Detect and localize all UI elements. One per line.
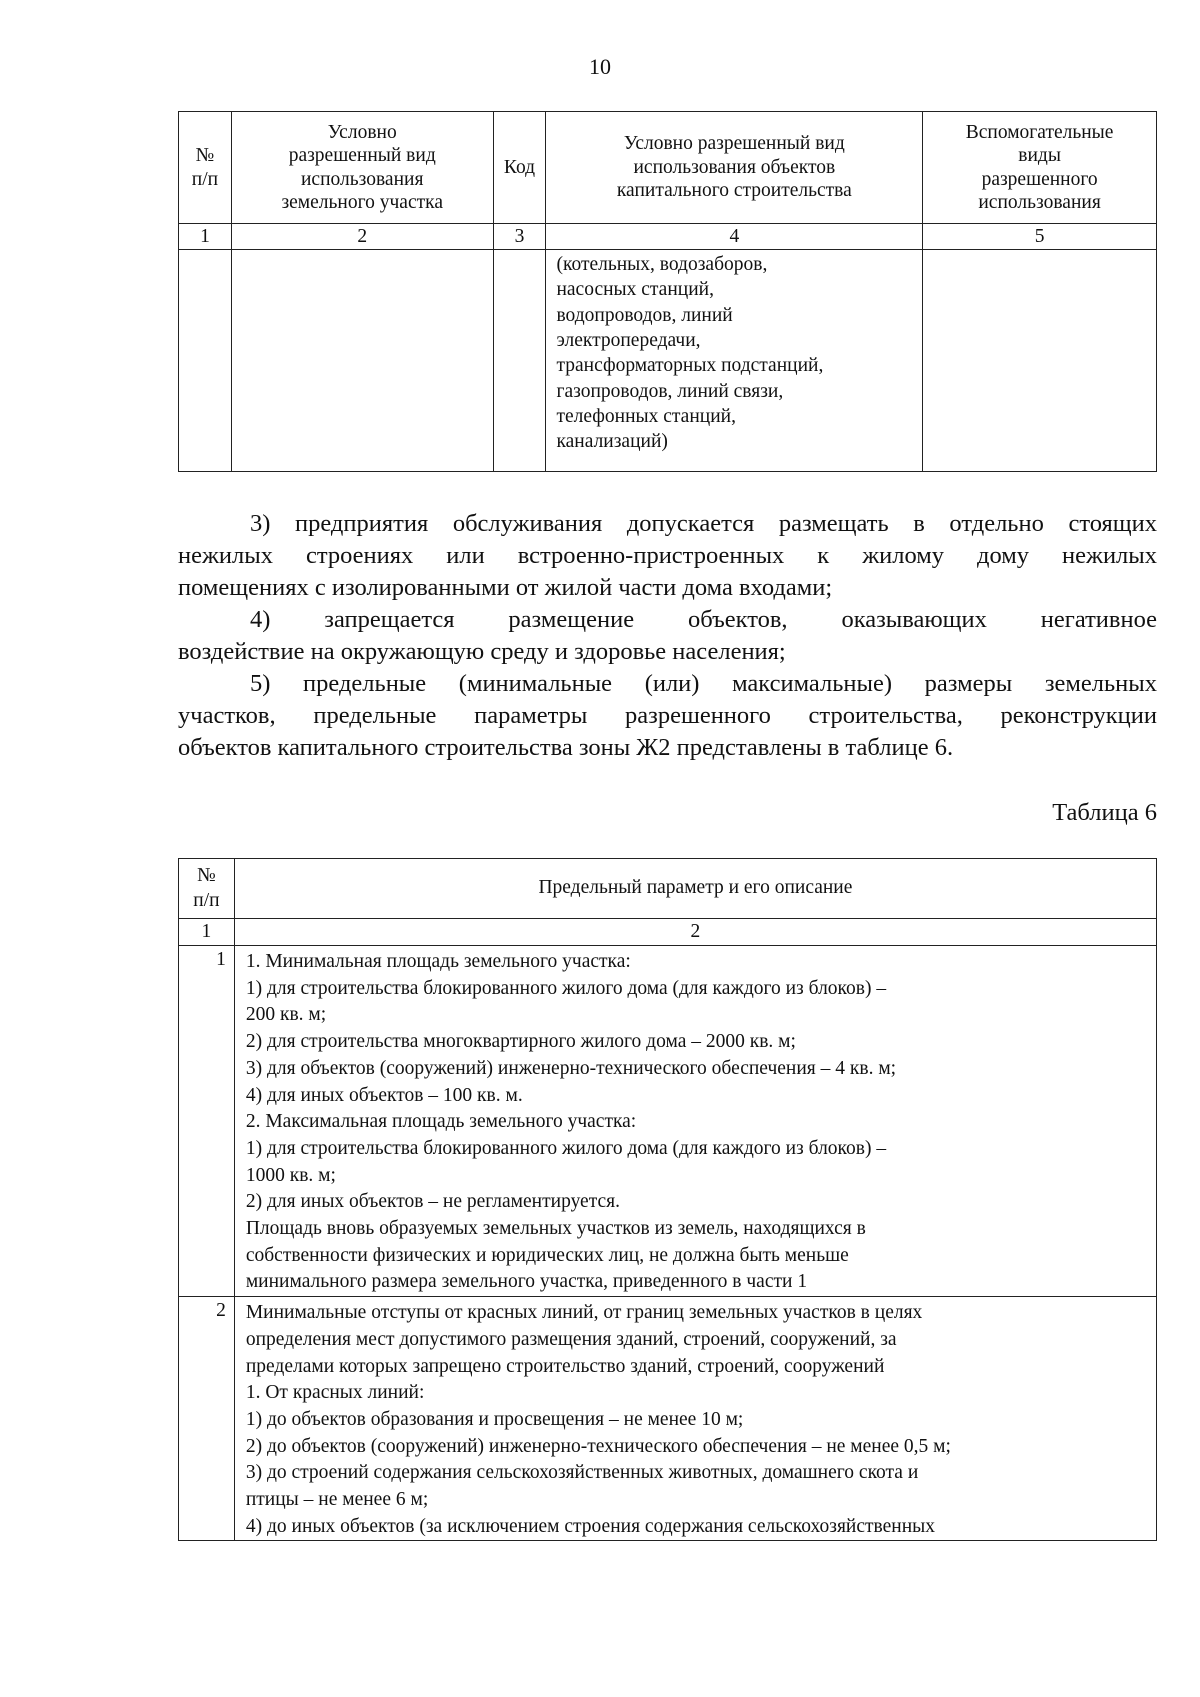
limit-parameters-table xyxy=(178,858,1157,1541)
table1-index-row xyxy=(179,224,1157,250)
table6-header-parameter: Предельный параметр и его описание xyxy=(234,859,1156,919)
table6-index-cell: 2 xyxy=(234,919,1156,946)
table1-header-row xyxy=(179,112,1157,224)
table1-header-number: № п/п xyxy=(179,112,232,224)
table1-header-code: Код xyxy=(493,112,546,224)
table1-index-cell: 4 xyxy=(546,224,923,250)
table1-cell-code xyxy=(493,250,546,472)
table1-header-auxiliary-use: Вспомогательные виды разрешенного использования xyxy=(923,112,1157,224)
permitted-use-table xyxy=(178,111,1157,472)
table1-header-land-use: Условно разрешенный вид использования земельного участка xyxy=(231,112,493,224)
table-row xyxy=(179,946,1157,1297)
paragraph-4: 4) запрещается размещение объектов, оказывающих негативное воздействие на окружающую среду и здоровье населения; xyxy=(178,606,1157,665)
paragraph-5: 5) предельные (минимальные (или) максимальные) размеры земельных участков, предельные параметры разрешенного строительства, реконструкции объектов капитального строительства зоны Ж2 представлены в таблице 6. xyxy=(178,670,1157,761)
table6-header-row xyxy=(179,859,1157,919)
table6-row-description: 1. Минимальная площадь земельного участка: 1) для строительства блокированного жилого дома (для каждого из блоков) – 200 кв. м; 2) для строительства многоквартирного жилого дома – 2000 кв. м; 3) для объектов (сооружений) инженерно-технического обеспечения – 4 кв. м; 4) для иных объектов – 100 кв. м. 2. Максимальная площадь земельного участка: 1) для строительства блокированного жилого дома (для каждого из блоков) – 1000 кв. м; 2) для иных объектов – не регламентируется. Площадь вновь образуемых земельных участков из земель, находящихся в собственности физических и юридических лиц, не должна быть меньше минимального размера земельного участка, приведенного в части 1 xyxy=(234,946,1156,1297)
table1-index-cell: 3 xyxy=(493,224,546,250)
table1-cell-land-use xyxy=(231,250,493,472)
page-number: 10 xyxy=(589,54,611,79)
table6-row-number: 1 xyxy=(179,946,235,1297)
table1-cell-object-use: (котельных, водозаборов, насосных станций, водопроводов, линий электропередачи, трансформаторных подстанций, газопроводов, линий связи, телефонных станций, канализаций) xyxy=(546,250,923,472)
paragraph-3: 3) предприятия обслуживания допускается размещать в отдельно стоящих нежилых строениях или встроенно-пристроенных к жилому дому нежилых помещениях с изолированными от жилой части дома входами; xyxy=(178,510,1157,601)
table1-row xyxy=(179,250,1157,472)
table6-row-description: Минимальные отступы от красных линий, от границ земельных участков в целях определения мест допустимого размещения зданий, строений, сооружений, за пределами которых запрещено строительство зданий, строений, сооружений 1. От красных линий: 1) до объектов образования и просвещения – не менее 10 м; 2) до объектов (сооружений) инженерно-технического обеспечения – не менее 0,5 м; 3) до строений содержания сельскохозяйственных животных, домашнего скота и птицы – не менее 6 м; 4) до иных объектов (за исключением строения содержания сельскохозяйственных xyxy=(234,1297,1156,1541)
table6-row-number: 2 xyxy=(179,1297,235,1541)
table6-header-number: № п/п xyxy=(179,859,235,919)
table6-index-cell: 1 xyxy=(179,919,235,946)
table1-cell-number xyxy=(179,250,232,472)
table1-header-object-use: Условно разрешенный вид использования объектов капитального строительства xyxy=(546,112,923,224)
table1-index-cell: 5 xyxy=(923,224,1157,250)
table1-index-cell: 1 xyxy=(179,224,232,250)
table-caption: Таблица 6 xyxy=(1052,799,1157,826)
table1-index-cell: 2 xyxy=(231,224,493,250)
table6-index-row xyxy=(179,919,1157,946)
table1-cell-auxiliary-use xyxy=(923,250,1157,472)
table-row xyxy=(179,1297,1157,1541)
